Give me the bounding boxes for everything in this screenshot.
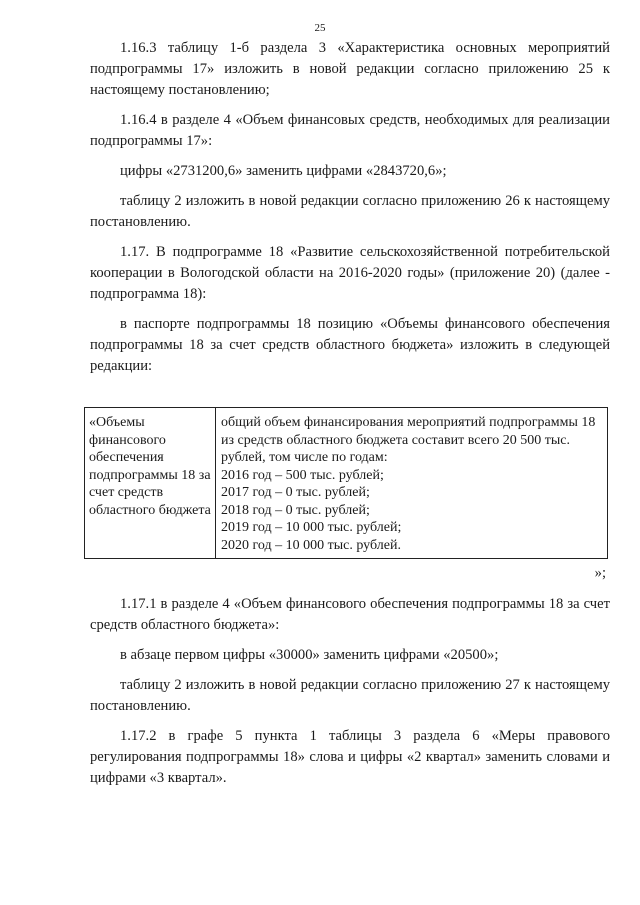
funding-year-2019: 2019 год – 10 000 тыс. рублей; <box>221 520 402 535</box>
page-number: 25 <box>314 22 326 34</box>
funding-table <box>84 407 608 559</box>
paragraph-abzac: в абзаце первом цифры «30000» заменить цифрами «20500»; <box>120 647 499 663</box>
paragraph-1-17-2: 1.17.2 в графе 5 пункта 1 таблицы 3 раздела 6 «Меры правового регулирования подпрограммы 18» слова и цифры «2 квартал» заменить словами и цифрами «3 квартал». <box>90 728 610 786</box>
paragraph-1-16-3: 1.16.3 таблицу 1-б раздела 3 «Характеристика основных мероприятий подпрограммы 17» изложить в новой редакции согласно приложению 25 к настоящему постановлению; <box>90 40 610 98</box>
funding-year-2017: 2017 год – 0 тыс. рублей; <box>221 485 370 500</box>
table-cell-value <box>216 408 608 559</box>
paragraph-passport: в паспорте подпрограммы 18 позицию «Объемы финансового обеспечения подпрограммы 18 за счет средств областного бюджета» изложить в следующей редакции: <box>90 316 610 374</box>
paragraph-figures-replace: цифры «2731200,6» заменить цифрами «2843720,6»; <box>120 163 447 179</box>
document-body <box>90 38 610 798</box>
funding-year-2020: 2020 год – 10 000 тыс. рублей. <box>221 537 401 553</box>
paragraph-1-17-1: 1.17.1 в разделе 4 «Объем финансового обеспечения подпрограммы 18 за счет средств областного бюджета»: <box>90 596 610 633</box>
paragraph-table2-26: таблицу 2 изложить в новой редакции согласно приложению 26 к настоящему постановлению. <box>90 193 610 230</box>
funding-year-2018: 2018 год – 0 тыс. рублей; <box>221 502 370 518</box>
paragraph-1-17: 1.17. В подпрограмме 18 «Развитие сельскохозяйственной потребительской кооперации в Вологодской области на 2016-2020 годы» (приложение 20) (далее - подпрограмма 18): <box>90 244 610 302</box>
paragraph-1-16-4: 1.16.4 в разделе 4 «Объем финансовых средств, необходимых для реализации подпрограммы 17»: <box>90 112 610 149</box>
table-cell-label: «Объемы финансового обеспечения подпрограммы 18 за счет средств областного бюджета <box>85 408 216 559</box>
funding-year-2016: 2016 год – 500 тыс. рублей; <box>221 467 384 483</box>
closing-quote: »; <box>594 565 606 581</box>
funding-total-text: общий объем финансирования мероприятий подпрограммы 18 из средств областного бюджета составит всего 20 500 тыс. рублей, том числе по годам: <box>221 415 596 465</box>
paragraph-table2-27: таблицу 2 изложить в новой редакции согласно приложению 27 к настоящему постановлению. <box>90 677 610 714</box>
table-row <box>85 408 608 559</box>
